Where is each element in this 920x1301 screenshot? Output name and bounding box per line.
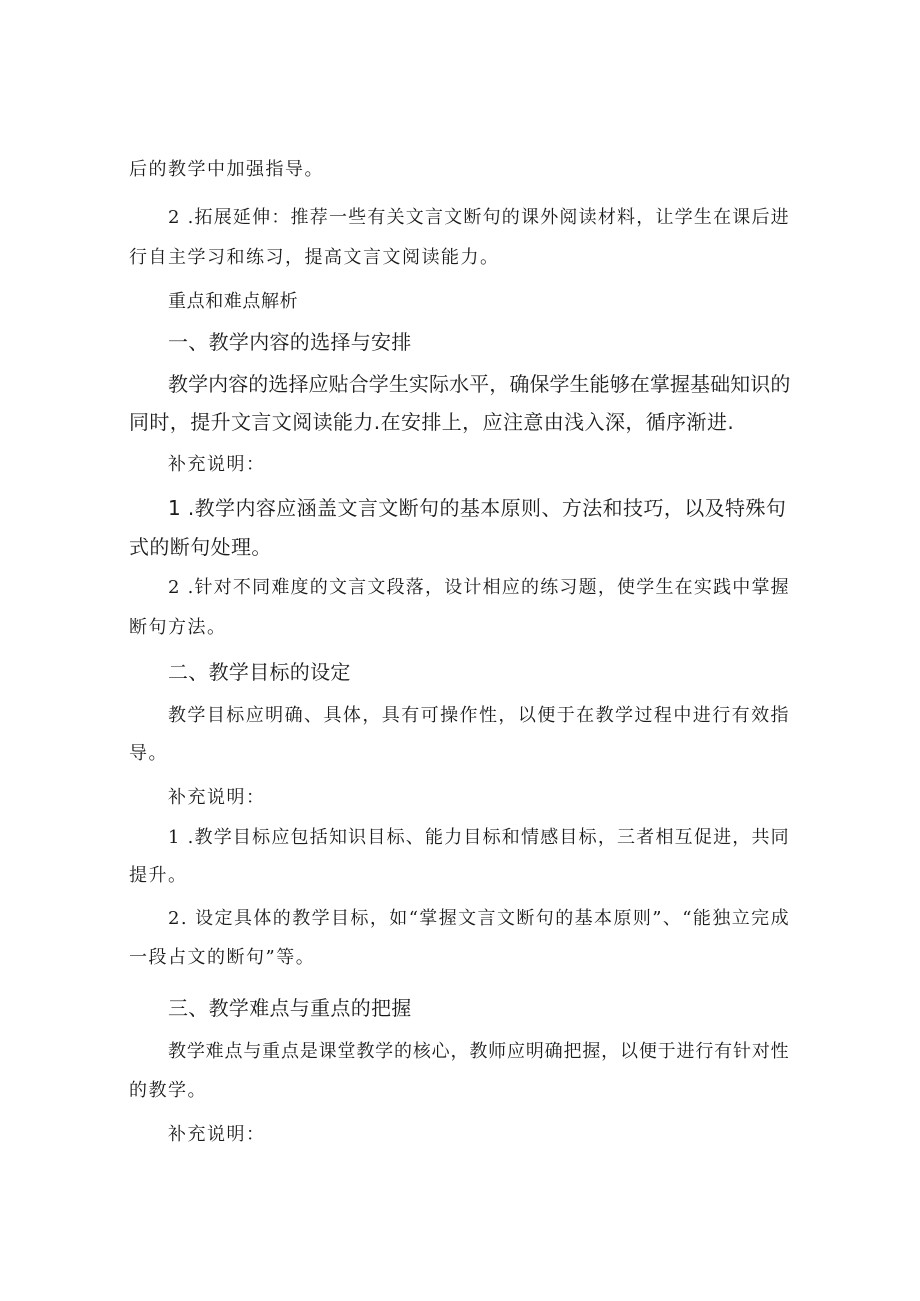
paragraph-line: 的教学。 — [129, 1080, 207, 1101]
paragraph-line: 教学内容的选择应贴合学生实际水平，确保学生能够在掌握基础知识的 — [168, 372, 791, 396]
paragraph-line: 后的教学中加强指导。 — [129, 159, 324, 180]
list-item-extension: 2 .拓展延伸：推荐一些有关文言文断句的课外阅读材料，让学生在课后进 — [168, 207, 790, 228]
heading-objectives: 二、教学目标的设定 — [168, 660, 351, 684]
paragraph-line: 导。 — [129, 743, 168, 764]
heading-content-selection: 一、教学内容的选择与安排 — [168, 330, 412, 354]
list-item-continuation: 断句方法。 — [129, 617, 227, 638]
list-item: 1 .教学目标应包括知识目标、能力目标和情感目标，三者相互促进，共同 — [168, 827, 790, 848]
list-item: 2. 设定具体的教学目标，如“掌握文言文断句的基本原则”、“能独立完成 — [168, 908, 790, 929]
section-title: 重点和难点解析 — [168, 291, 299, 312]
note-label: 补充说明： — [168, 1124, 266, 1145]
paragraph-line: 同时，提升文言文阅读能力.在安排上，应注意由浅入深，循序渐进. — [129, 410, 735, 434]
paragraph-line: 教学目标应明确、具体，具有可操作性，以便于在教学过程中进行有效指 — [168, 705, 790, 726]
heading-key-points: 三、教学难点与重点的把握 — [168, 996, 412, 1020]
paragraph-line: 教学难点与重点是课堂教学的核心，教师应明确把握，以便于进行有针对性 — [168, 1041, 790, 1062]
list-item-continuation: 提升。 — [129, 865, 188, 886]
note-label: 补充说明： — [168, 787, 266, 808]
note-label: 补充说明： — [168, 454, 266, 475]
list-item: 1 .教学内容应涵盖文言文断句的基本原则、方法和技巧，以及特殊句 — [168, 496, 787, 520]
list-item-continuation: 一段占文的断句”等。 — [129, 947, 316, 968]
list-item: 2 .针对不同难度的文言文段落，设计相应的练习题，使学生在实践中掌握 — [168, 577, 790, 598]
paragraph-line: 行自主学习和练习，提高文言文阅读能力。 — [129, 247, 500, 268]
list-item-continuation: 式的断句处理。 — [129, 535, 272, 559]
